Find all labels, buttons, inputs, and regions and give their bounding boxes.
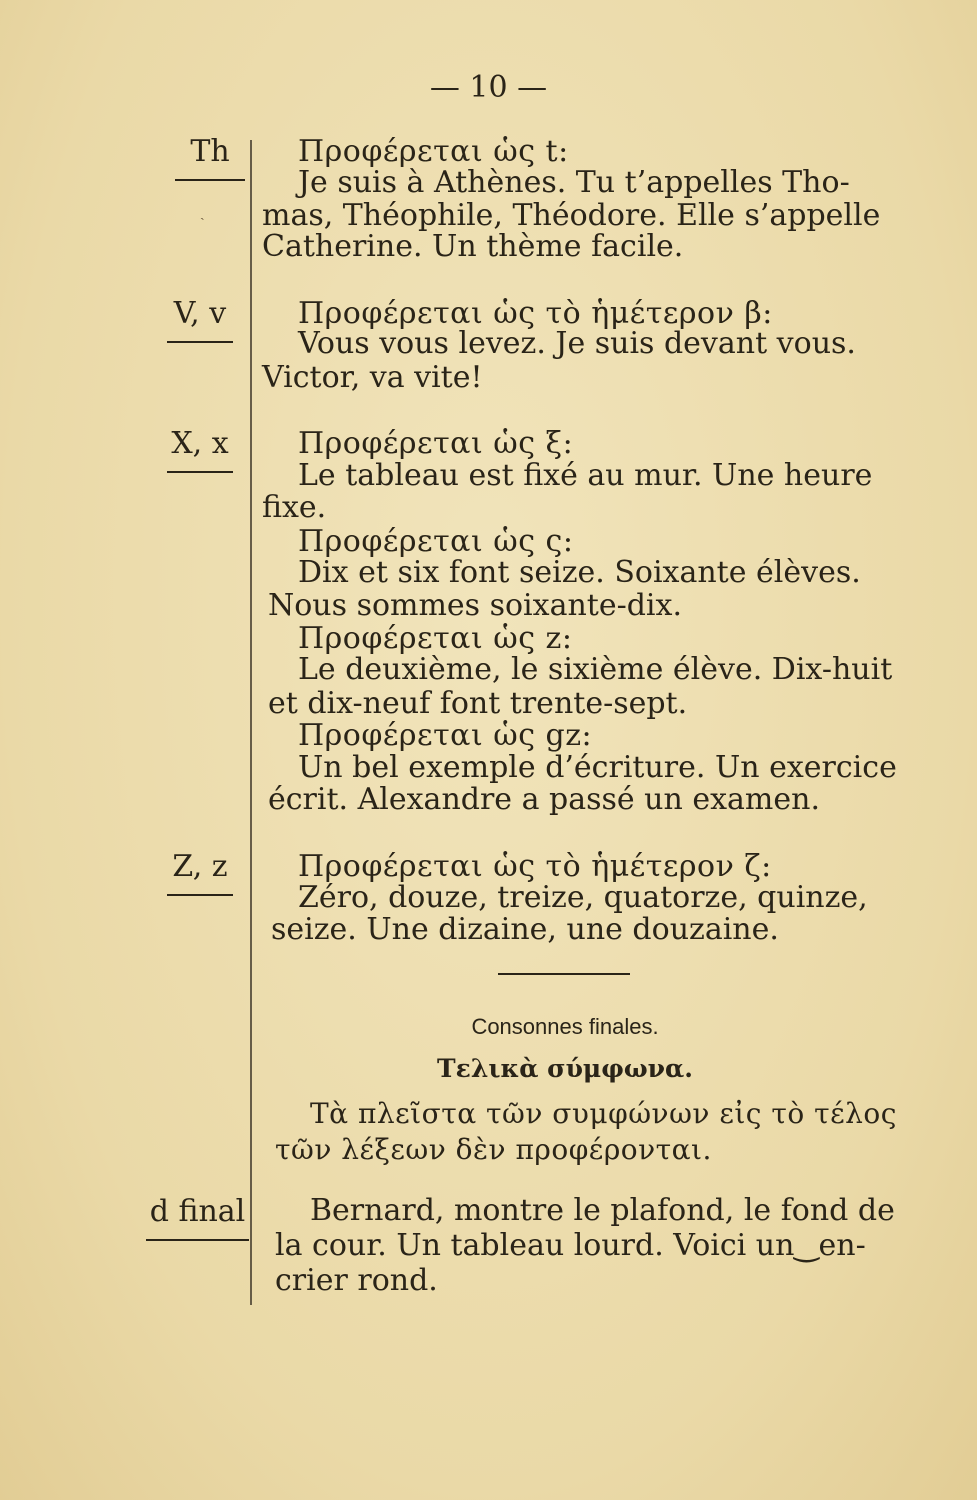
example-line: Le deuxième, le sixième élève. Dix-huit (298, 652, 893, 687)
margin-underline (167, 894, 233, 896)
example-line: la cour. Un tableau lourd. Voici un‿en- (275, 1228, 866, 1263)
final-consonants-rule: Τὰ πλεῖστα τῶν συμφώνων εἰς τὸ τέλος (310, 1097, 897, 1130)
margin-label-z-text: Z, z (172, 849, 228, 884)
example-line: Catherine. Un thème facile. (262, 229, 684, 264)
rule-x-z: Προφέρεται ὡς z: (298, 621, 573, 656)
rule-v: Προφέρεται ὡς τὸ ἡμέτερον β: (298, 296, 773, 331)
example-line: Bernard, montre le plafond, le fond de (310, 1193, 895, 1228)
example-line: mas, Théophile, Théodore. Elle s’appelle (262, 198, 881, 233)
heading-telika-symfona: Τελικὰ σύμφωνα. (437, 1054, 693, 1083)
section-separator (498, 973, 630, 975)
stray-mark: ˎ (200, 205, 205, 221)
margin-label-d-final-text: d final (149, 1194, 246, 1229)
margin-label-z (145, 850, 255, 884)
margin-label-x-text: X, x (171, 426, 229, 461)
final-consonants-rule: τῶν λέξεων δὲν προφέρονται. (275, 1133, 712, 1166)
margin-label-th-text: Th (190, 134, 230, 169)
example-line: seize. Une dizaine, une douzaine. (271, 912, 779, 947)
page-number: — 10 — (429, 70, 548, 105)
heading-consonnes-finales: Consonnes finales. (471, 1014, 659, 1039)
margin-label-v-text: V, v (173, 296, 227, 331)
example-line: Dix et six font seize. Soixante élèves. (298, 555, 861, 590)
example-line: Je suis à Athènes. Tu t’appelles Tho- (298, 165, 850, 200)
example-line: Nous sommes soixante-dix. (268, 588, 682, 623)
margin-label-th (155, 135, 265, 169)
example-line: Zéro, douze, treize, quatorze, quinze, (298, 880, 868, 915)
rule-z: Προφέρεται ὡς τὸ ἡμέτερον ζ: (298, 849, 772, 884)
example-line: Victor, va vite! (262, 360, 483, 395)
margin-underline (175, 179, 245, 181)
example-line: et dix-neuf font trente-sept. (268, 686, 688, 721)
margin-label-d-final (140, 1195, 255, 1229)
margin-underline (167, 471, 233, 473)
rule-x-gz: Προφέρεται ὡς gz: (298, 718, 593, 753)
example-line: fixe. (262, 490, 327, 525)
margin-label-v (145, 297, 255, 331)
rule-th: Προφέρεται ὡς t: (298, 134, 569, 169)
example-line: Un bel exemple d’écriture. Un exercice (298, 750, 897, 785)
margin-underline (146, 1239, 249, 1241)
example-line: Vous vous levez. Je suis devant vous. (298, 326, 856, 361)
rule-x-s: Προφέρεται ὡς ς: (298, 524, 574, 559)
example-line: crier rond. (275, 1263, 438, 1298)
example-line: écrit. Alexandre a passé un examen. (268, 782, 820, 817)
margin-underline (167, 341, 233, 343)
margin-label-x (145, 427, 255, 461)
example-line: Le tableau est fixé au mur. Une heure (298, 458, 873, 493)
rule-x-ks: Προφέρεται ὡς ξ: (298, 426, 574, 461)
